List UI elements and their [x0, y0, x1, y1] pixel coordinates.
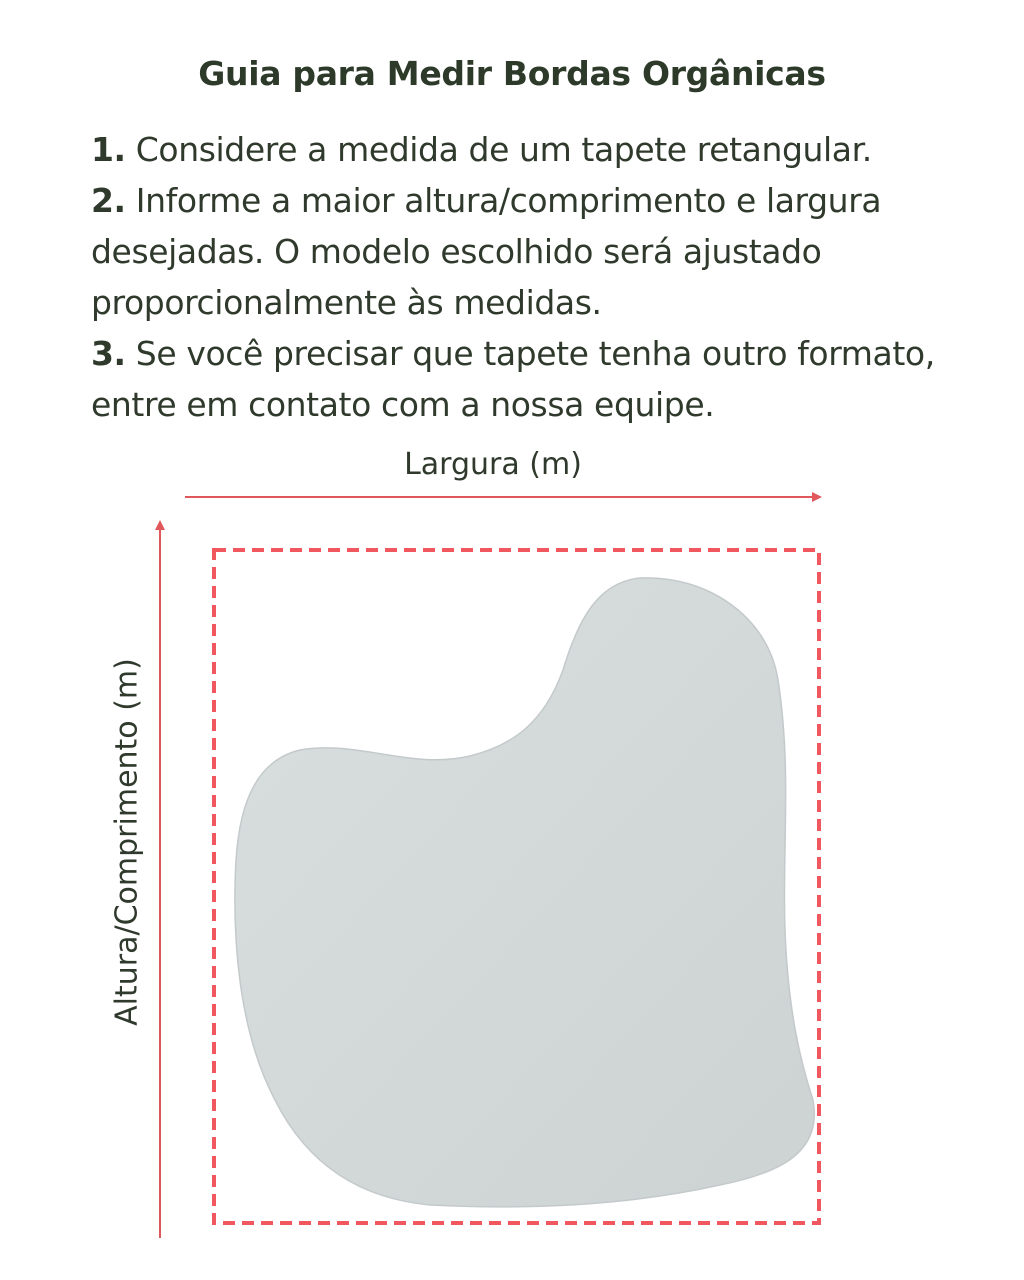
height-arrow — [155, 520, 165, 1238]
step-text: Informe a maior altura/comprimento e largura desejadas. O modelo escolhido será ajustado proporcionalmente às medidas. — [91, 181, 882, 322]
step-number: 1. — [91, 130, 126, 169]
page-title: Guia para Medir Bordas Orgânicas — [198, 54, 826, 93]
width-arrow — [185, 492, 822, 502]
step-number: 3. — [91, 334, 126, 373]
width-arrow-head — [812, 492, 822, 502]
step-text: Se você precisar que tapete tenha outro formato, entre em contato com a nossa equipe. — [91, 334, 935, 424]
height-label: Altura/Comprimento (m) — [109, 658, 145, 1026]
width-label: Largura (m) — [404, 447, 582, 482]
step-text: Considere a medida de um tapete retangular. — [125, 130, 872, 169]
height-arrow-head — [155, 520, 165, 530]
organic-rug-shape — [235, 578, 814, 1207]
step-number: 2. — [91, 181, 126, 220]
